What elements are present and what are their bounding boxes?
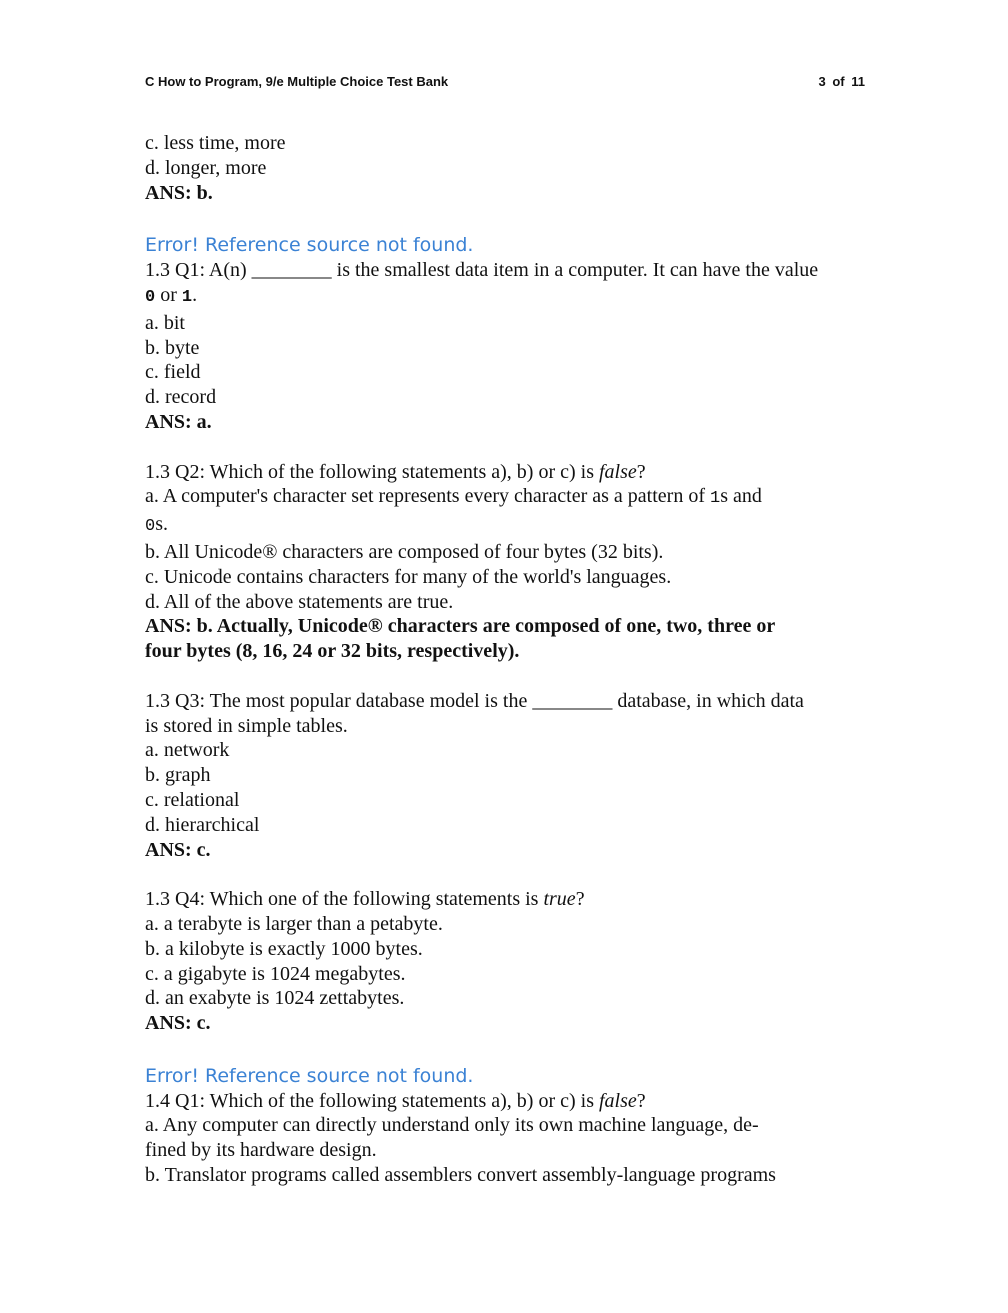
q1-option-b: b. byte bbox=[145, 336, 200, 359]
carryover-option-c: c. less time, more bbox=[145, 132, 286, 154]
q2-stem-end: ? bbox=[636, 460, 646, 483]
q4-answer: ANS: c. bbox=[145, 1012, 211, 1035]
q2-option-a-text2: s and bbox=[720, 485, 762, 508]
q2-answer-line2: four bytes (8, 16, 24 or 32 bits, respectively). bbox=[145, 640, 520, 663]
page-counter bbox=[818, 74, 865, 89]
header-title: C How to Program, 9/e Multiple Choice Test Bank bbox=[145, 74, 449, 89]
s14-q1-stem-text: 1.4 Q1: Which of the following statements a), b) or c) is bbox=[145, 1089, 599, 1112]
q3-option-a: a. network bbox=[145, 739, 230, 762]
carryover-answer: ANS: b. bbox=[145, 181, 213, 204]
section-heading-1-3: Error! Reference source not found. bbox=[145, 234, 474, 257]
q1-answer: ANS: a. bbox=[145, 410, 212, 433]
q3-stem-line1: 1.3 Q3: The most popular database model is the ________ database, in which data bbox=[145, 689, 804, 712]
code-one: 1 bbox=[709, 489, 721, 509]
q4-stem-emphasis: true bbox=[543, 888, 576, 911]
q4-option-b: b. a kilobyte is exactly 1000 bytes. bbox=[145, 937, 423, 960]
q2-option-a-cont bbox=[145, 512, 870, 540]
page-of-label: of bbox=[832, 74, 845, 89]
code-one: 1 bbox=[181, 287, 193, 307]
q4-option-a: a. a terabyte is larger than a petabyte. bbox=[145, 912, 443, 935]
q1-stem: 1.3 Q1: A(n) ________ is the smallest data item in a computer. It can have the value bbox=[145, 259, 819, 282]
s14-q1-option-b: b. Translator programs called assemblers convert assembly-language programs bbox=[145, 1164, 776, 1187]
q1-stem-values bbox=[145, 283, 870, 311]
s14-q1-stem bbox=[145, 1089, 870, 1114]
s14-q1-option-a-line1: a. Any computer can directly understand only its own machine language, de- bbox=[145, 1114, 759, 1137]
document-body bbox=[145, 131, 870, 1188]
code-zero: 0 bbox=[145, 287, 156, 307]
section-heading-1-4: Error! Reference source not found. bbox=[145, 1064, 474, 1087]
q2-option-a-text: a. A computer's character set represents every character as a pattern of bbox=[145, 485, 710, 508]
q4-stem-end: ? bbox=[575, 888, 585, 911]
q2-stem-text: 1.3 Q2: Which of the following statements a), b) or c) is bbox=[145, 460, 599, 483]
q2-stem-emphasis: false bbox=[598, 460, 637, 483]
q2-option-a bbox=[145, 484, 870, 512]
q2-option-c: c. Unicode contains characters for many of the world's languages. bbox=[145, 565, 672, 588]
q4-stem-text: 1.3 Q4: Which one of the following statements is bbox=[145, 888, 544, 911]
q3-option-b: b. graph bbox=[145, 764, 211, 787]
page-header bbox=[145, 74, 865, 92]
q4-stem bbox=[145, 887, 870, 912]
carryover-option-d: d. longer, more bbox=[145, 156, 267, 179]
q3-option-c: c. relational bbox=[145, 788, 240, 811]
q4-option-d: d. an exabyte is 1024 zettabytes. bbox=[145, 987, 405, 1010]
q3-stem-line2: is stored in simple tables. bbox=[145, 714, 348, 737]
q1-option-c: c. field bbox=[145, 361, 201, 384]
q2-option-b: b. All Unicode® characters are composed of four bytes (32 bits). bbox=[145, 540, 664, 563]
or-text: or bbox=[155, 283, 182, 306]
q1-option-d: d. record bbox=[145, 386, 217, 409]
q2-option-a-text3: s. bbox=[155, 513, 168, 536]
q2-option-d: d. All of the above statements are true. bbox=[145, 590, 454, 613]
q3-answer: ANS: c. bbox=[145, 838, 211, 861]
q2-stem bbox=[145, 460, 870, 485]
page-total: 11 bbox=[851, 74, 865, 89]
s14-q1-stem-end: ? bbox=[636, 1089, 646, 1112]
q4-option-c: c. a gigabyte is 1024 megabytes. bbox=[145, 962, 406, 985]
code-zero: 0 bbox=[145, 517, 156, 537]
period: . bbox=[192, 283, 198, 306]
q2-answer-line1: ANS: b. Actually, Unicode® characters are composed of one, two, three or bbox=[145, 615, 776, 638]
q1-option-a: a. bit bbox=[145, 311, 185, 334]
page-current: 3 bbox=[818, 74, 826, 89]
s14-q1-option-a-line2: fined by its hardware design. bbox=[145, 1139, 377, 1162]
s14-q1-stem-emphasis: false bbox=[598, 1089, 637, 1112]
q3-option-d: d. hierarchical bbox=[145, 813, 260, 836]
